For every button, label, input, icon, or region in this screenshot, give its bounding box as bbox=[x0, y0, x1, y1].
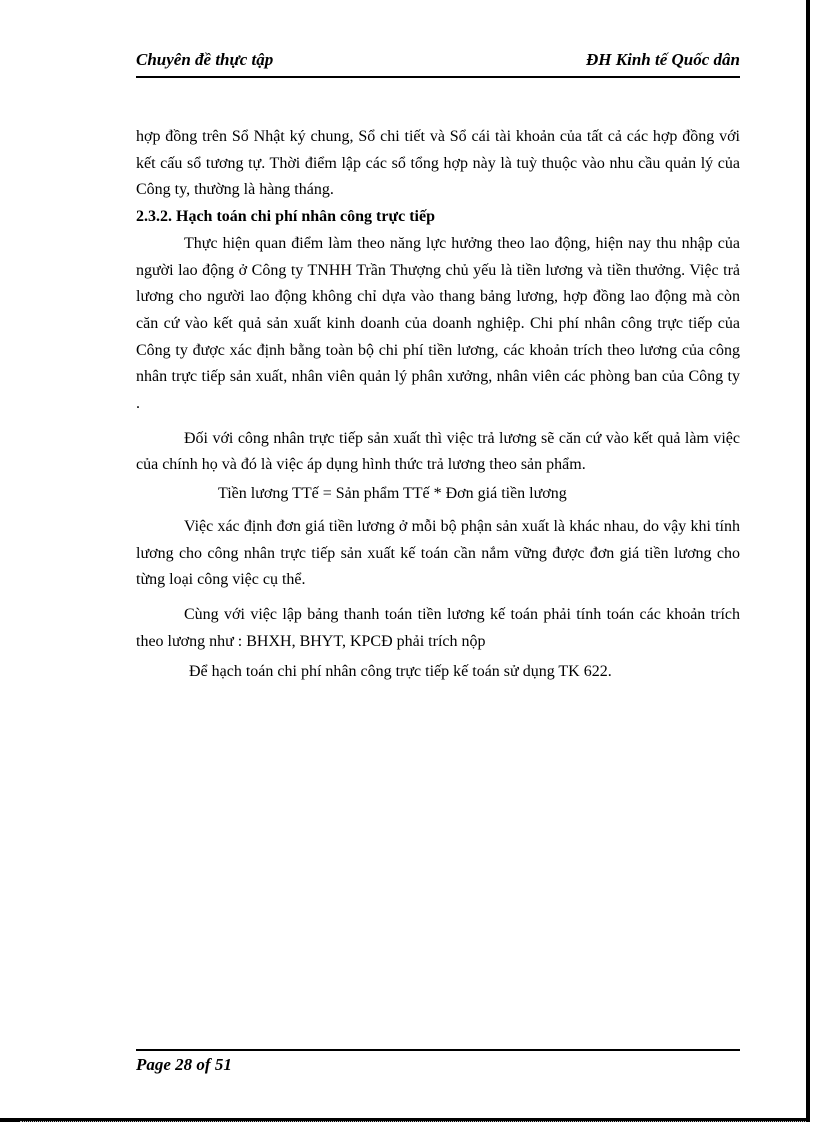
paragraph-4: Việc xác định đơn giá tiền lương ở mỗi bộ phận sản xuất là khác nhau, do vậy khi tính lương cho công nhân trực tiếp sản xuất kế toán cần nắm vững được đơn giá tiền lương cho từng loại công việc cụ thể. bbox=[136, 517, 740, 589]
page-number: Page 28 of 51 bbox=[136, 1055, 232, 1074]
document-body bbox=[136, 124, 740, 686]
paragraph-6: Để hạch toán chi phí nhân công trực tiếp kế toán sử dụng TK 622. bbox=[189, 663, 612, 681]
paragraph-2: Thực hiện quan điểm làm theo năng lực hưởng theo lao động, hiện nay thu nhập của người lao động ở Công ty TNHH Trần Thượng chủ yếu là tiền lương và tiền thưởng. Việc trả lương cho người lao động không chỉ dựa vào thang bảng lương, hợp đồng lao động mà còn căn cứ vào kết quả sản xuất kinh doanh của doanh nghiệp. Chi phí nhân công trực tiếp của Công ty được xác định bằng toàn bộ chi phí tiền lương, các khoản trích theo lương của công nhân trực tiếp sản xuất, nhân viên quản lý phân xưởng, nhân viên các phòng ban của Công ty . bbox=[136, 234, 740, 413]
page-edge-dotted bbox=[20, 1121, 806, 1122]
paragraph-3: Đối với công nhân trực tiếp sản xuất thì việc trả lương sẽ căn cứ vào kết quả làm việc của chính họ và đó là việc áp dụng hình thức trả lương theo sản phẩm. bbox=[136, 429, 740, 474]
header-left-title: Chuyên đề thực tập bbox=[136, 50, 274, 69]
header-right-title: ĐH Kinh tế Quốc dân bbox=[586, 50, 740, 69]
salary-formula: Tiền lương TTế = Sản phẩm TTế * Đơn giá tiền lương bbox=[218, 485, 567, 503]
footer-rule bbox=[136, 1049, 740, 1051]
section-heading: 2.3.2. Hạch toán chi phí nhân công trực tiếp bbox=[136, 208, 435, 226]
paragraph-1: hợp đồng trên Sổ Nhật ký chung, Sổ chi tiết và Sổ cái tài khoản của tất cả các hợp đồng với kết cấu sổ tương tự. Thời điểm lập các sổ tổng hợp này là tuỳ thuộc vào nhu cầu quản lý của Công ty, thường là hàng tháng. bbox=[136, 128, 740, 199]
paragraph-5: Cùng với việc lập bảng thanh toán tiền lương kế toán phải tính toán các khoản trích theo lương như : BHXH, BHYT, KPCĐ phải trích nộp bbox=[136, 605, 740, 650]
page-border-right bbox=[806, 0, 810, 1118]
page-header bbox=[136, 46, 740, 78]
